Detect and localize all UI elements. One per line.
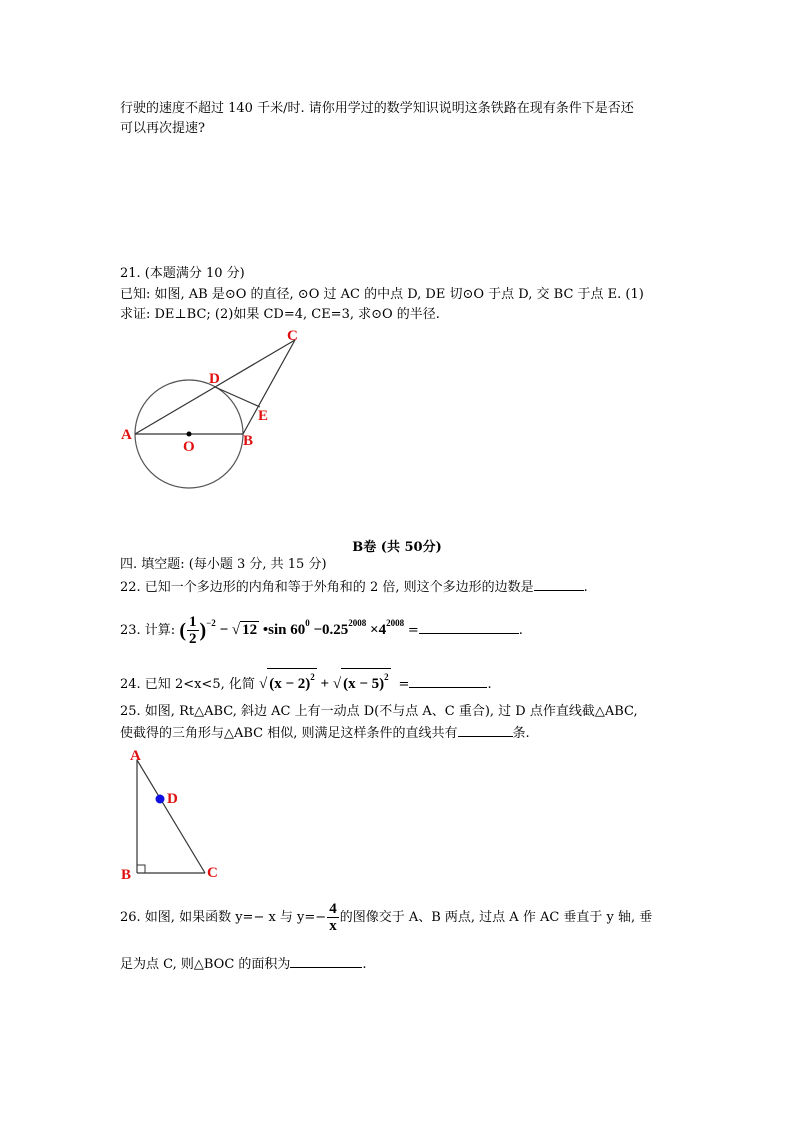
q24-sqrt2: (x − 5) — [343, 676, 385, 692]
q23-base1: 0.25 — [322, 622, 349, 638]
p20-line2: 可以再次提速? — [120, 121, 205, 136]
label-c: C — [207, 865, 218, 881]
q22-end: . — [583, 580, 588, 595]
q22-answer-blank[interactable] — [534, 578, 584, 591]
q21-header: 21. (本题满分 10 分) — [120, 266, 245, 281]
q26-line2-text: 足为点 C, 则△BOC 的面积为 — [120, 957, 291, 972]
q23-minus2: − — [313, 622, 323, 638]
q21-line2: 求证: DE⊥BC; (2)如果 CD=4, CE=3, 求⊙O 的半径. — [120, 307, 440, 322]
q23-prefix: 23. 计算: — [120, 623, 176, 638]
q23-exp3: 2008 — [386, 618, 405, 628]
segment-de — [215, 387, 260, 407]
q26-frac-den: x — [329, 918, 337, 934]
q25-answer-blank[interactable] — [458, 724, 513, 737]
q23-sqrt-arg: 12 — [242, 622, 258, 638]
q23-dot: • — [262, 622, 269, 638]
q25-line2a: 使截得的三角形与△ABC 相似, 则满足这样条件的直线共有 — [120, 726, 458, 741]
q24-end: . — [487, 677, 492, 692]
q26-fraction — [327, 901, 339, 934]
section-b-subtitle: 四. 填空题: (每小题 3 分, 共 15 分) — [120, 557, 327, 572]
q26-line2 — [120, 955, 367, 973]
label-b: B — [243, 433, 254, 449]
q25-line2b: 条. — [512, 726, 530, 741]
q24 — [120, 668, 492, 698]
label-d: D — [209, 371, 220, 387]
q21-line1: 已知: 如图, AB 是⊙O 的直径, ⊙O 过 AC 的中点 D, DE 切⊙O 于点 D, 交 BC 于点 E. (1) — [120, 287, 644, 302]
label-d: D — [167, 791, 178, 807]
q25-line1: 25. 如图, Rt△ABC, 斜边 AC 上有一动点 D(不与点 A、C 重合), 过 D 点作直线截△ABC, — [120, 704, 638, 719]
q24-sqrt1: (x − 2) — [269, 676, 311, 692]
label-e: E — [258, 408, 269, 424]
q24-prefix: 24. 已知 2<x<5, 化简 — [120, 677, 255, 692]
q24-plus: + — [320, 676, 330, 692]
q23-frac-den: 2 — [189, 631, 197, 648]
q23-times: × — [370, 622, 379, 638]
label-a: A — [130, 748, 141, 764]
q26-end: . — [362, 957, 367, 972]
q23-answer-blank[interactable] — [419, 621, 519, 634]
q24-expression: √ $(x - 2)^2$ + √ $(x - 5)^2$ — [259, 676, 394, 692]
label-c: C — [287, 328, 298, 344]
q24-sq1: 2 — [310, 672, 315, 682]
q22-text: 22. 已知一个多边形的内角和等于外角和的 2 倍, 则这个多边形的边数是 — [120, 580, 534, 595]
q24-sq2: 2 — [384, 672, 389, 682]
q23-frac-num: 1 — [189, 614, 197, 631]
segment-bc — [243, 340, 295, 434]
q26-answer-blank[interactable] — [290, 955, 362, 968]
q23-sin: sin 60 — [268, 622, 306, 638]
q23-expression: ( $\frac{1}{2}$ )$^{-2}$ − √ 12 •sin $60^0 -0.25^{2008} \times 4^{2008}$ — [179, 614, 405, 648]
q24-answer-blank[interactable] — [409, 675, 487, 688]
p20-line1: 行驶的速度不超过 140 千米/时. 请你用学过的数学知识说明这条铁路在现有条件下是否还 — [120, 101, 634, 116]
q22 — [120, 578, 588, 596]
right-angle-mark — [137, 865, 145, 873]
center-point-o — [187, 432, 192, 437]
q25-line2 — [120, 724, 530, 742]
q26-part1: 26. 如图, 如果函数 y=− x 与 y=− — [120, 910, 327, 925]
q23-minus1: − — [219, 622, 229, 638]
q26-frac-num: 4 — [329, 901, 337, 917]
q23-base2: 4 — [378, 622, 387, 638]
label-b: B — [121, 867, 132, 883]
q23-end: . — [518, 623, 523, 638]
q21-figure — [115, 325, 315, 500]
label-a: A — [121, 427, 132, 443]
q23-exp1: −2 — [206, 618, 216, 628]
q23-deg: 0 — [305, 618, 310, 628]
q23-exp2: 2008 — [348, 618, 367, 628]
q26-line1 — [120, 900, 652, 936]
q25-figure — [115, 748, 235, 888]
q26-part2: 的图像交于 A、B 两点, 过点 A 作 AC 垂直于 y 轴, 垂 — [339, 910, 653, 925]
point-d — [156, 795, 165, 804]
section-b-title: B卷 (共 50分) — [352, 540, 442, 555]
q23 — [120, 606, 523, 648]
q23-eq: = — [407, 623, 419, 638]
q24-eq: = — [398, 677, 410, 692]
label-o: O — [183, 439, 195, 455]
segment-ac — [137, 760, 205, 873]
